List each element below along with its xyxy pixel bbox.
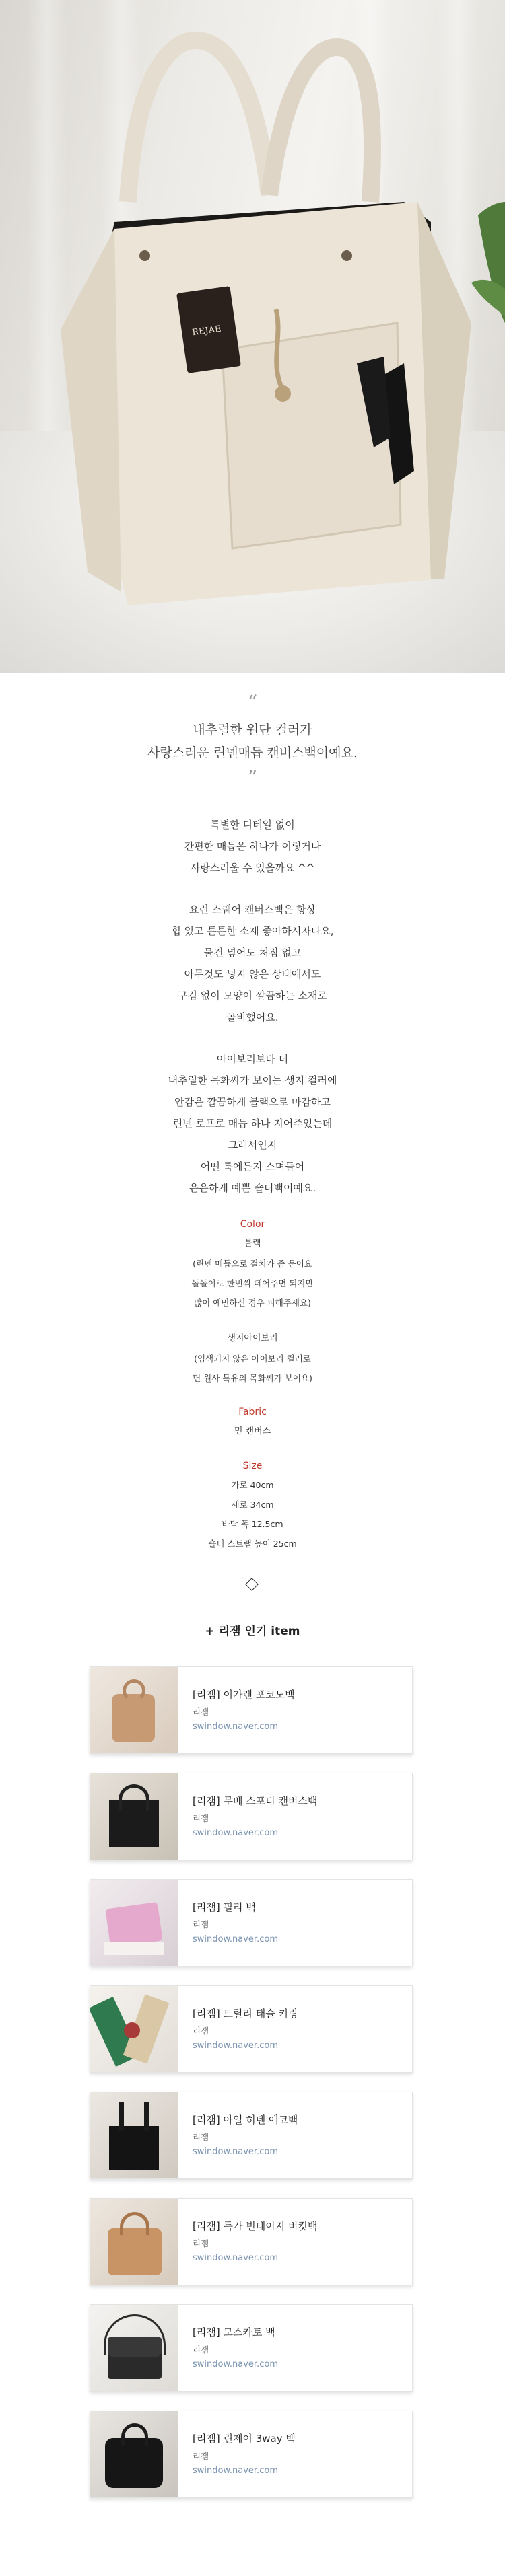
text-line: 힙 있고 튼튼한 소재 좋아하시자나요, — [171, 925, 334, 937]
paragraph-2 — [0, 899, 505, 1028]
hero-product-photo — [0, 0, 505, 673]
related-item-brand: 리잼 — [193, 2238, 209, 2248]
related-item-link[interactable]: swindow.naver.com — [193, 1934, 278, 1944]
related-item-link[interactable]: swindow.naver.com — [193, 2359, 278, 2369]
related-item-card[interactable] — [90, 2198, 413, 2285]
text-line: 간편한 매듭은 하나가 이렇거나 — [184, 840, 321, 852]
text-line: 어떤 룩에든지 스며들어 — [200, 1161, 305, 1173]
related-item-link[interactable]: swindow.naver.com — [193, 2466, 278, 2476]
size-line: 세로 34cm — [231, 1500, 274, 1510]
product-thumbnail — [90, 2092, 178, 2178]
related-item-brand: 리잼 — [193, 2451, 209, 2461]
color-black-title: 블랙 — [244, 1239, 261, 1249]
text-line: 사랑스러울 수 있을까요 ^^ — [190, 862, 315, 874]
text-line: 안감은 깔끔하게 블랙으로 마감하고 — [174, 1096, 331, 1108]
size-line: 숄더 스트랩 높이 25cm — [208, 1539, 297, 1549]
related-item-card[interactable] — [90, 1879, 413, 1966]
related-item-name: [리잼] 이가렌 포코노백 — [193, 1689, 295, 1701]
size-section-title: Size — [242, 1461, 263, 1471]
product-thumbnail — [90, 1986, 178, 2072]
related-item-card[interactable] — [90, 2092, 413, 2179]
related-item-link[interactable]: swindow.naver.com — [193, 1722, 278, 1732]
product-thumbnail — [90, 2305, 178, 2391]
product-thumbnail — [90, 2411, 178, 2497]
fabric-section-title: Fabric — [238, 1407, 267, 1418]
product-thumbnail — [90, 2199, 178, 2285]
color-raw-note: 면 원사 특유의 목화씨가 보여요) — [193, 1373, 312, 1383]
text-line: 요런 스퀘어 캔버스백은 항상 — [189, 904, 316, 916]
related-item-brand: 리잼 — [193, 1813, 209, 1823]
related-item-name: [리잼] 트릴리 태슬 키링 — [193, 2008, 298, 2020]
canvas-bag-illustration — [0, 0, 505, 673]
related-item-link[interactable]: swindow.naver.com — [193, 1828, 278, 1838]
paragraph-1 — [0, 814, 505, 879]
text-line: 그래서인지 — [228, 1139, 277, 1151]
related-item-name: [리잼] 필리 백 — [193, 1901, 256, 1913]
color-black-note: 돌돌이로 한번씩 떼어주면 되지만 — [191, 1278, 314, 1288]
close-quote-mark: ” — [247, 766, 258, 788]
related-item-name: [리잼] 모스카토 백 — [193, 2326, 275, 2339]
text-line: 은은하게 예쁜 숄더백이예요. — [189, 1182, 316, 1194]
related-item-card[interactable] — [90, 2304, 413, 2392]
text-line: 물건 넣어도 처짐 없고 — [203, 947, 302, 959]
intro-line: 사랑스러운 린넨매듭 캔버스백이예요. — [147, 745, 358, 760]
related-item-brand: 리잼 — [193, 2345, 209, 2355]
paragraph-3 — [0, 1048, 505, 1199]
color-black-note: (린넨 매듭으로 걸치가 좀 묻어요 — [193, 1259, 312, 1269]
product-thumbnail — [90, 1773, 178, 1860]
size-line: 가로 40cm — [231, 1480, 274, 1490]
product-thumbnail — [90, 1880, 178, 1966]
related-item-brand: 리잼 — [193, 2132, 209, 2142]
related-item-link[interactable]: swindow.naver.com — [193, 2040, 278, 2051]
related-item-card[interactable] — [90, 2411, 413, 2498]
related-items-heading: + 리잼 인기 item — [205, 1625, 300, 1638]
text-line: 골비했어요. — [226, 1011, 279, 1023]
size-line: 바닥 폭 12.5cm — [222, 1519, 283, 1529]
related-item-card[interactable] — [90, 1666, 413, 1754]
intro-line: 내추럴한 원단 컬러가 — [193, 723, 312, 737]
color-section-title: Color — [240, 1219, 265, 1230]
fabric-value: 면 캔버스 — [234, 1426, 271, 1436]
text-line: 구김 없이 모양이 깔끔하는 소재로 — [178, 990, 327, 1002]
color-black-note: 많이 예민하신 경우 피해주세요) — [194, 1298, 311, 1308]
text-line: 특별한 디테일 없이 — [210, 819, 295, 831]
related-item-brand: 리잼 — [193, 2026, 209, 2036]
related-item-card[interactable] — [90, 1985, 413, 2073]
open-quote-mark: “ — [247, 691, 258, 713]
section-divider — [187, 1578, 318, 1591]
related-item-name: [리잼] 아일 히덴 에코백 — [193, 2114, 298, 2126]
color-raw-note: (염색되지 않은 아이보리 컬러로 — [194, 1354, 311, 1364]
product-description — [0, 673, 505, 1553]
text-line: 아무것도 넣지 않은 상태에서도 — [184, 968, 321, 980]
related-item-name: [리잼] 린제이 3way 백 — [193, 2433, 296, 2445]
related-item-name: [리잼] 무베 스포티 캔버스백 — [193, 1795, 318, 1807]
text-line: 린넨 로프로 매듭 하나 지어주었는데 — [172, 1117, 333, 1130]
related-item-link[interactable]: swindow.naver.com — [193, 2253, 278, 2263]
text-line: 내추럴한 목화씨가 보이는 생지 컬러에 — [168, 1074, 337, 1087]
related-item-link[interactable]: swindow.naver.com — [193, 2147, 278, 2157]
related-item-name: [리잼] 득가 빈테이지 버킷백 — [193, 2220, 318, 2232]
text-line: 아이보리보다 더 — [216, 1053, 289, 1065]
related-item-card[interactable] — [90, 1773, 413, 1860]
color-raw-title: 생지아이보리 — [227, 1333, 278, 1344]
hang-tag-label: REJAE — [191, 324, 222, 338]
related-item-brand: 리잼 — [193, 1919, 209, 1929]
product-thumbnail — [90, 1667, 178, 1753]
related-item-brand: 리잼 — [193, 1707, 209, 1717]
